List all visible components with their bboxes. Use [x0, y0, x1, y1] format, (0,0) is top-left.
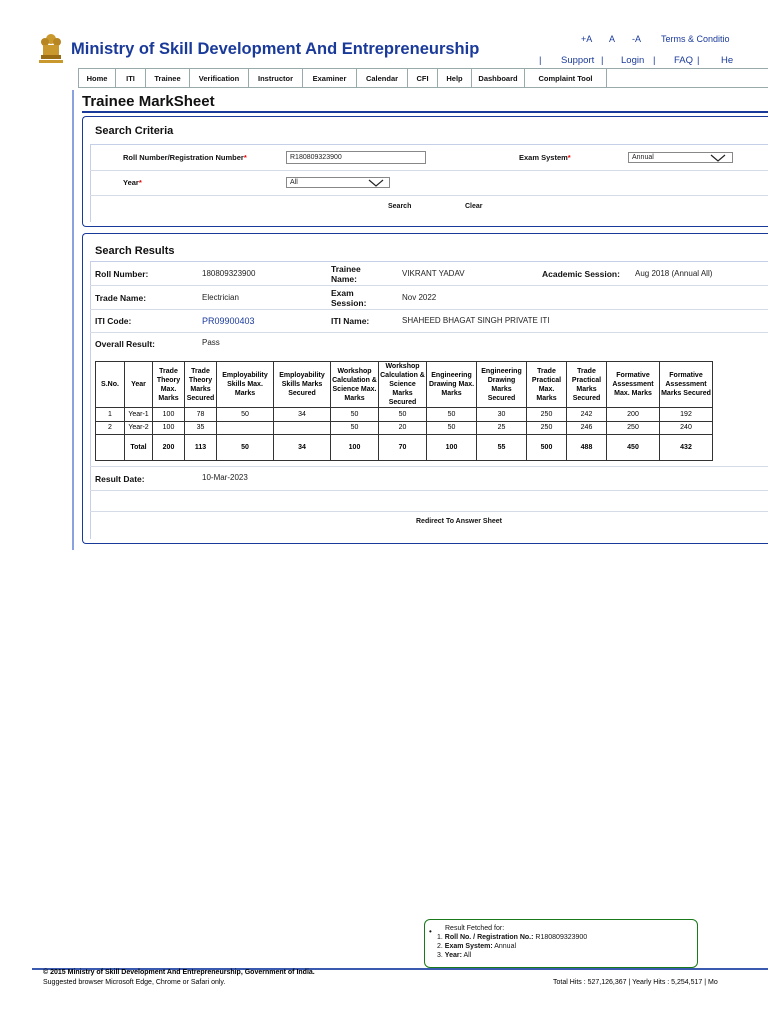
col-header: Formative Assessment Max. Marks: [607, 362, 660, 408]
exam-session-value: Nov 2022: [402, 293, 437, 302]
nav-home[interactable]: Home: [79, 69, 116, 87]
table-header-row: [96, 362, 713, 408]
col-header: Year: [125, 362, 153, 408]
table-total-row: Total 200 113 50 34 100 70 100 55 500 488 450 432: [96, 435, 713, 461]
table-row: 2 Year-2 100 35 50 20 50 25 250 246 250 240: [96, 421, 713, 435]
col-header: Employability Skills Marks Secured: [274, 362, 331, 408]
col-header: S.No.: [96, 362, 125, 408]
login-link[interactable]: Login: [621, 55, 645, 66]
col-header: Trade Theory Max. Marks: [153, 362, 185, 408]
nav-help[interactable]: Help: [438, 69, 472, 87]
exam-system-value: Annual: [632, 154, 654, 161]
year-label: Year*: [123, 178, 142, 187]
col-header: Employability Skills Max. Marks: [217, 362, 274, 408]
divider: [90, 511, 768, 512]
font-decrease-link[interactable]: -A: [632, 34, 641, 44]
search-criteria-panel: [82, 116, 768, 227]
divider: [90, 195, 768, 196]
nav-iti[interactable]: ITI: [116, 69, 146, 87]
clear-button[interactable]: Clear: [465, 203, 483, 210]
nav-complaint-tool[interactable]: Complaint Tool: [525, 69, 607, 87]
year-select[interactable]: [286, 177, 390, 188]
font-increase-link[interactable]: +A: [581, 34, 593, 44]
exam-system-select[interactable]: [628, 152, 733, 163]
nav-instructor[interactable]: Instructor: [249, 69, 303, 87]
faq-link[interactable]: FAQ: [674, 55, 694, 66]
site-title: Ministry of Skill Development And Entrepreneurship: [71, 40, 480, 58]
notice-item: 1. Roll No. / Registration No.: R180809323900: [437, 934, 588, 941]
page-title: Trainee MarkSheet: [82, 93, 215, 110]
separator: |: [601, 55, 604, 66]
notice-item: 3. Year: All: [437, 952, 472, 959]
exam-session-label: Exam Session:: [331, 288, 367, 308]
col-header: Engineering Drawing Marks Secured: [477, 362, 527, 408]
roll-number-input[interactable]: R180809323900: [286, 151, 426, 164]
iti-code-label: ITI Code:: [95, 316, 132, 326]
trade-name-label: Trade Name:: [95, 293, 147, 303]
academic-session-label: Academic Session:: [542, 269, 620, 279]
footer-browser-note: Suggested browser Microsoft Edge, Chrome or Safari only.: [43, 979, 226, 986]
bullet-icon: •: [429, 927, 432, 936]
main-nav: [78, 68, 607, 88]
title-underline: [82, 111, 768, 113]
nav-dashboard[interactable]: Dashboard: [472, 69, 525, 87]
divider: [90, 332, 768, 333]
trainee-name-value: VIKRANT YADAV: [402, 269, 465, 278]
col-header: Trade Practical Marks Secured: [567, 362, 607, 408]
emblem-logo-icon: [36, 32, 66, 66]
overall-result-label: Overall Result:: [95, 339, 155, 349]
overall-result-value: Pass: [202, 338, 220, 347]
col-header: Engineering Drawing Max. Marks: [427, 362, 477, 408]
nav-examiner[interactable]: Examiner: [303, 69, 357, 87]
page-left-rule: [72, 90, 74, 550]
roll-number-value: 180809323900: [202, 269, 256, 278]
chevron-down-icon: [367, 178, 385, 188]
font-normal-link[interactable]: A: [609, 34, 616, 44]
separator: |: [697, 55, 700, 66]
support-link[interactable]: Support: [561, 55, 595, 66]
academic-session-value: Aug 2018 (Annual All): [635, 269, 713, 278]
nav-cfi[interactable]: CFI: [408, 69, 438, 87]
nav-filler: [605, 68, 768, 88]
result-date-value: 10-Mar-2023: [202, 473, 248, 482]
col-header: Trade Practical Max. Marks: [527, 362, 567, 408]
table-row: 1 Year-1 100 78 50 34 50 50 50 30 250 242 200 192: [96, 408, 713, 422]
result-date-label: Result Date:: [95, 474, 145, 484]
notice-item: 2. Exam System: Annual: [437, 943, 517, 950]
trainee-name-label: Trainee Name:: [331, 264, 361, 284]
divider: [90, 170, 768, 171]
divider: [90, 466, 768, 467]
nav-verification[interactable]: Verification: [190, 69, 249, 87]
search-results-title: Search Results: [95, 245, 175, 257]
terms-link[interactable]: Terms & Conditio: [661, 34, 730, 44]
roll-number-label: Roll Number/Registration Number*: [123, 153, 247, 162]
year-value: All: [290, 179, 298, 186]
search-button[interactable]: Search: [388, 203, 412, 210]
col-header: Formative Assessment Marks Secured: [660, 362, 713, 408]
marks-table: [95, 361, 713, 461]
search-criteria-title: Search Criteria: [95, 125, 174, 137]
iti-code-link[interactable]: PR09900403: [202, 316, 255, 326]
col-header: Workshop Calculation & Science Marks Secured: [380, 363, 425, 406]
help-link[interactable]: He: [721, 55, 734, 66]
roll-number-label: Roll Number:: [95, 269, 149, 279]
nav-calendar[interactable]: Calendar: [357, 69, 408, 87]
exam-system-label: Exam System*: [519, 153, 571, 162]
redirect-answer-sheet-button[interactable]: Redirect To Answer Sheet: [416, 518, 502, 525]
divider: [90, 285, 768, 286]
notice-heading: Result Fetched for:: [445, 925, 505, 932]
separator: |: [653, 55, 656, 66]
result-fetched-notice: [424, 919, 698, 968]
iti-name-label: ITI Name:: [331, 316, 370, 326]
footer-hit-counter: Total Hits : 527,126,367 | Yearly Hits : 5,254,517 | Mo: [553, 979, 718, 986]
col-header: Workshop Calculation & Science Max. Marks: [331, 362, 379, 408]
divider: [90, 490, 768, 491]
nav-trainee[interactable]: Trainee: [146, 69, 190, 87]
iti-name-value: SHAHEED BHAGAT SINGH PRIVATE ITI: [402, 316, 550, 325]
footer-copyright: © 2015 Ministry of Skill Development And Entrepreneurship, Government of India.: [43, 969, 315, 976]
chevron-down-icon: [709, 153, 727, 163]
trade-name-value: Electrician: [202, 293, 239, 302]
separator: |: [539, 55, 542, 66]
col-header: Trade Theory Marks Secured: [185, 362, 217, 408]
divider: [90, 309, 768, 310]
